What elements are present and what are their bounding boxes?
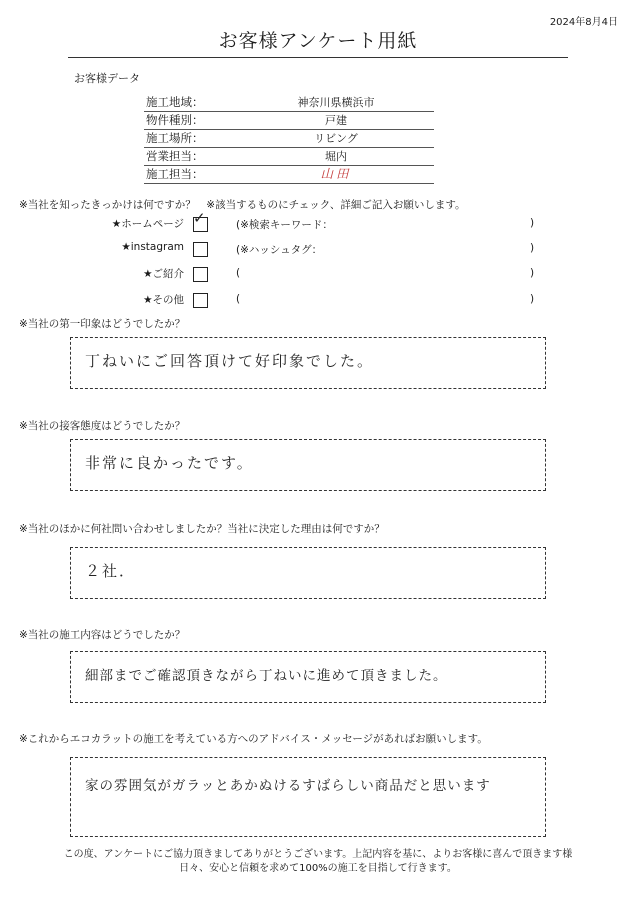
- answer-text: ２社．: [85, 562, 137, 580]
- source-option-instagram: [0, 241, 636, 259]
- title-underline: [68, 57, 568, 58]
- info-row-location: [144, 130, 434, 148]
- source-note-close: ): [530, 293, 535, 305]
- info-key: 施工担当：: [146, 167, 204, 181]
- check-mark-icon: ✓: [193, 209, 206, 227]
- footer-message: [0, 848, 636, 876]
- customer-info-table: [144, 94, 434, 184]
- info-value: リビング: [314, 132, 358, 145]
- info-value: 神奈川県横浜市: [297, 96, 375, 109]
- source-checkbox[interactable]: [193, 293, 208, 308]
- footer-line: 日々、安心と信頼を求めて100%の施工を目指して行きます。: [179, 863, 457, 874]
- question-installation: ※当社の施工内容はどうでしたか？: [19, 629, 186, 641]
- answer-box-advice[interactable]: [70, 757, 546, 837]
- source-label: ★ご紹介: [143, 268, 184, 280]
- source-option-referral: [0, 266, 636, 284]
- page-title: お客様アンケート用紙: [218, 30, 418, 52]
- info-value: 戸建: [325, 114, 347, 127]
- answer-text: 非常に良かったです。: [85, 454, 254, 472]
- info-row-area: [144, 94, 434, 112]
- info-row-property-type: [144, 112, 434, 130]
- source-option-other: [0, 292, 636, 310]
- survey-date: 2024年8月4日: [549, 17, 618, 28]
- source-note: (※ハッシュタグ：: [236, 244, 323, 256]
- answer-text: 丁ねいにご回答頂けて好印象でした。: [85, 352, 375, 370]
- source-label: ★その他: [143, 294, 184, 306]
- source-note: (: [236, 293, 241, 305]
- footer-line: この度、アンケートにご協力頂きましてありがとうございます。上記内容を基に、よりお客様に喜んで頂きます様: [63, 849, 573, 860]
- customer-data-label: お客様データ: [74, 72, 140, 85]
- answer-text: 細部までご確認頂きながら丁ねいに進めて頂きました。: [85, 668, 448, 684]
- question-customer-service: ※当社の接客態度はどうでしたか？: [19, 420, 186, 432]
- source-note: (: [236, 267, 241, 279]
- info-key: 施工場所：: [146, 131, 204, 145]
- source-option-homepage: [0, 209, 636, 234]
- info-value-handwritten: 山田: [320, 166, 352, 181]
- answer-box-first-impression[interactable]: [70, 337, 546, 389]
- info-value: 堀内: [325, 150, 347, 163]
- question-advice: ※これからエコカラットの施工を考えている方へのアドバイス・メッセージがあればお願いします。: [19, 733, 488, 745]
- answer-box-installation[interactable]: [70, 651, 546, 703]
- info-row-installer: [144, 166, 434, 184]
- info-key: 施工地域：: [146, 95, 204, 109]
- source-checkbox[interactable]: [193, 267, 208, 282]
- source-note-close: ): [530, 267, 535, 279]
- answer-box-other-companies[interactable]: [70, 547, 546, 599]
- source-note-close: ): [530, 242, 535, 254]
- answer-text: 家の雰囲気がガラッとあかぬけるすばらしい商品だと思います: [85, 778, 491, 794]
- info-key: 営業担当：: [146, 149, 204, 163]
- source-note: (※検索キーワード：: [236, 219, 333, 231]
- source-checkbox[interactable]: [193, 242, 208, 257]
- source-label: ★ホームページ: [111, 218, 184, 230]
- question-source: ※当社を知ったきっかけは何ですか？ ※該当するものにチェック、詳細ご記入お願いします。: [19, 199, 466, 211]
- answer-box-customer-service[interactable]: [70, 439, 546, 491]
- question-other-companies: ※当社のほかに何社問い合わせしましたか？当社に決定した理由は何ですか？: [19, 523, 385, 535]
- info-key: 物件種別：: [146, 113, 204, 127]
- source-label: ★instagram: [121, 241, 184, 253]
- question-first-impression: ※当社の第一印象はどうでしたか？: [19, 318, 186, 330]
- source-note-close: ): [530, 217, 535, 229]
